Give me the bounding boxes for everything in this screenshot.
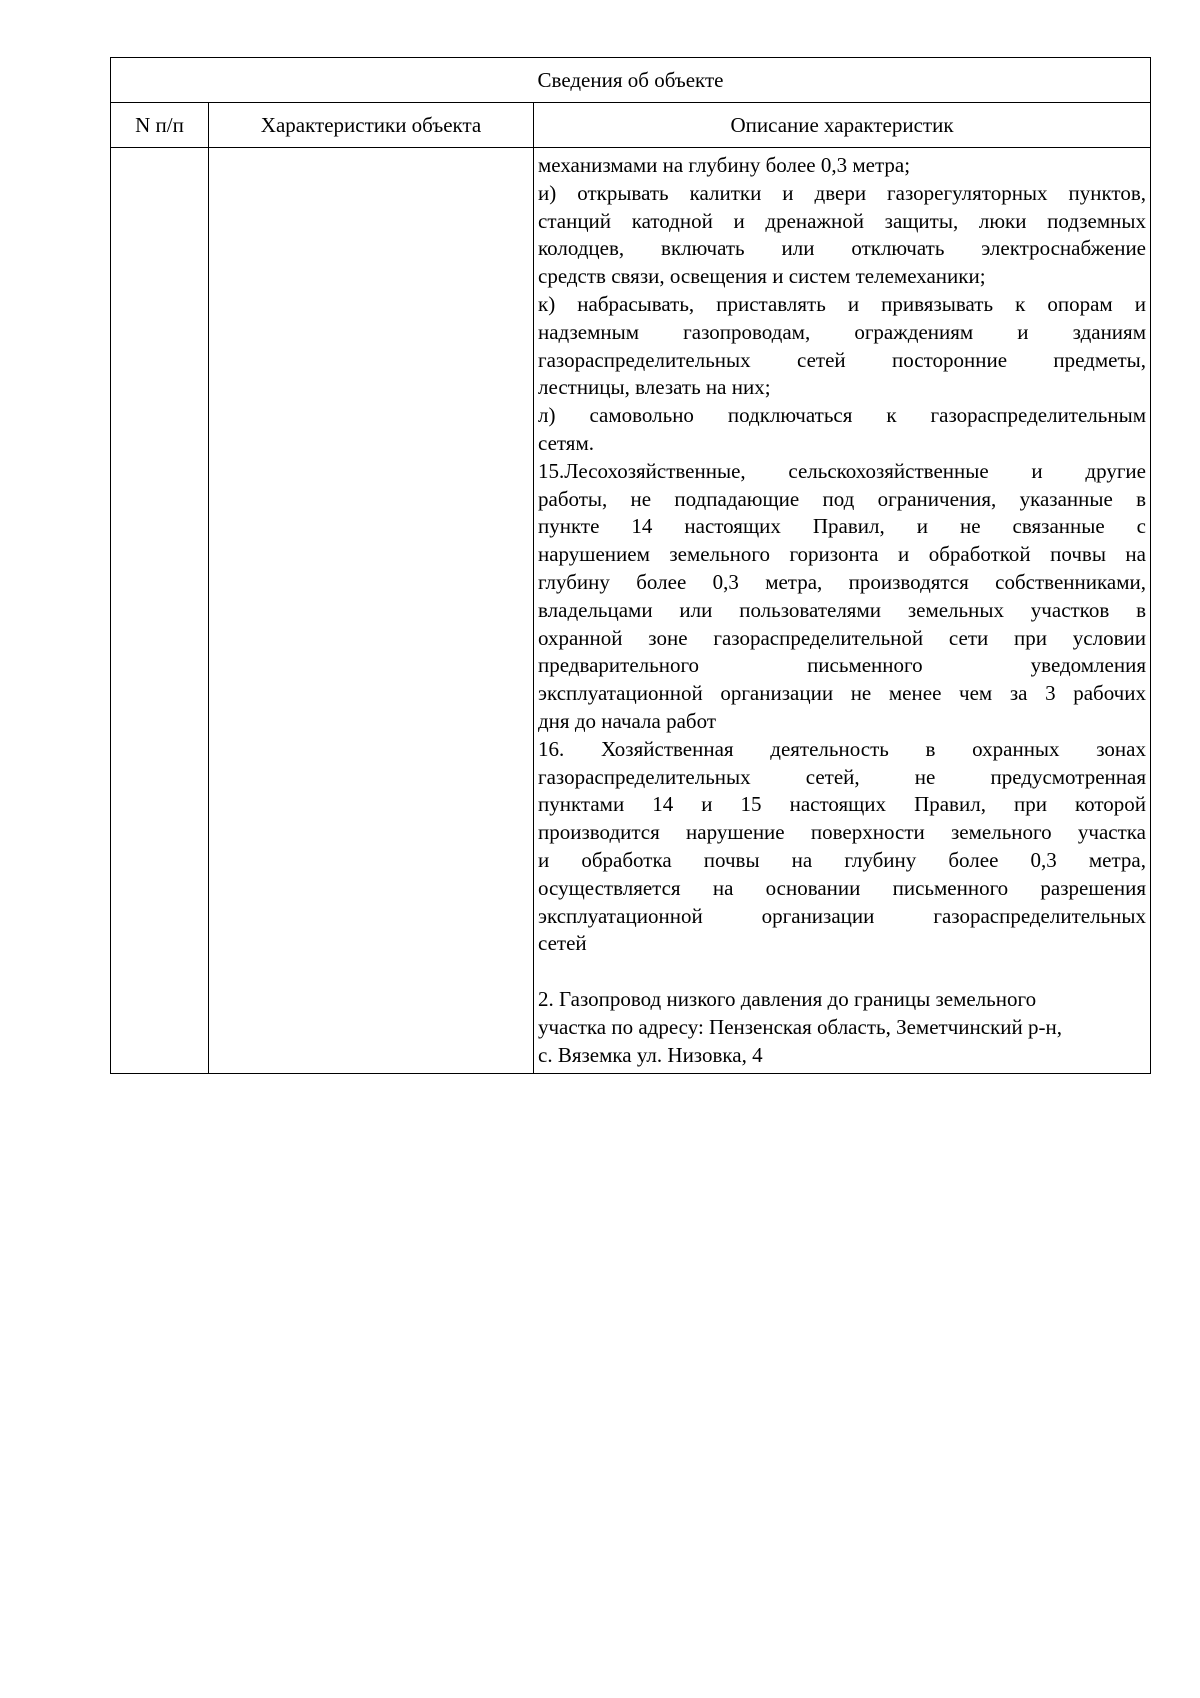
description-line: газораспределительных сетей, не предусмотренная (538, 764, 1146, 789)
description-line: механизмами на глубину более 0,3 метра; (538, 153, 911, 177)
description-text (538, 152, 1146, 1069)
column-header-description: Описание характеристик (534, 103, 1151, 148)
description-line: и) открывать калитки и двери газорегуляторных пунктов, (538, 180, 1146, 205)
table-header-row (111, 103, 1151, 148)
table-row (111, 148, 1151, 1074)
description-line: участка по адресу: Пензенская область, Земетчинский р-н, (538, 1014, 1062, 1039)
description-line: работы, не подпадающие под ограничения, указанные в (538, 486, 1146, 511)
description-line: глубину более 0,3 метра, производятся собственниками, (538, 569, 1146, 594)
description-line: нарушением земельного горизонта и обработкой почвы на (538, 542, 1146, 567)
description-line: эксплуатационной организации газораспределительных (538, 903, 1146, 928)
description-line: лестницы, влезать на них; (538, 375, 771, 400)
description-line: средств связи, освещения и систем телемеханики; (538, 264, 986, 289)
column-header-characteristics: Характеристики объекта (209, 103, 534, 148)
description-line: предварительного письменного уведомления (538, 653, 1146, 678)
description-line: осуществляется на основании письменного разрешения (538, 875, 1146, 900)
cell-number (111, 148, 209, 1074)
table-title: Сведения об объекте (111, 58, 1151, 103)
description-line: производится нарушение поверхности земельного участка (538, 820, 1146, 845)
description-line: 16. Хозяйственная деятельность в охранных зонах (538, 736, 1146, 761)
column-header-number: N п/п (111, 103, 209, 148)
description-line: станций катодной и дренажной защиты, люки подземных (538, 208, 1146, 233)
description-line: с. Вяземка ул. Низовка, 4 (538, 1042, 763, 1067)
description-line: дня до начала работ (538, 708, 717, 733)
description-line: колодцев, включать или отключать электроснабжение (538, 236, 1146, 261)
description-line: сетям. (538, 430, 594, 455)
description-line: л) самовольно подключаться к газораспределительным (538, 403, 1146, 428)
table-title-row (111, 58, 1151, 103)
description-line: 15.Лесохозяйственные, сельскохозяйственные и другие (538, 458, 1146, 483)
description-line: к) набрасывать, приставлять и привязывать к опорам и (538, 291, 1146, 316)
object-info-table (110, 57, 1151, 1074)
blank-line (538, 958, 1146, 986)
description-line: и обработка почвы на глубину более 0,3 метра, (538, 847, 1146, 872)
cell-characteristics (209, 148, 534, 1074)
description-line: владельцами или пользователями земельных участков в (538, 597, 1146, 622)
description-line: газораспределительных сетей посторонние предметы, (538, 347, 1146, 372)
description-line: охранной зоне газораспределительной сети при условии (538, 625, 1146, 650)
description-line: надземным газопроводам, ограждениям и зданиям (538, 319, 1146, 344)
description-line: эксплуатационной организации не менее чем за 3 рабочих (538, 681, 1146, 706)
description-line: 2. Газопровод низкого давления до границы земельного (538, 986, 1037, 1011)
cell-description (534, 148, 1151, 1074)
description-line: сетей (538, 931, 587, 956)
description-line: пункте 14 настоящих Правил, и не связанные с (538, 514, 1146, 539)
description-line: пунктами 14 и 15 настоящих Правил, при которой (538, 792, 1146, 817)
